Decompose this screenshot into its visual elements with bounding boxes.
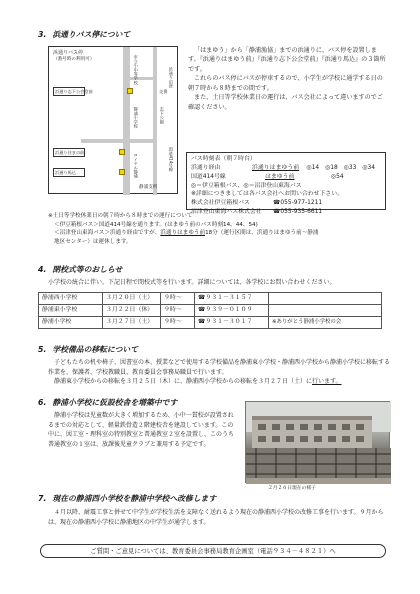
timetable-time: ◎18 (325, 164, 338, 171)
map-label-route414: 国道414号線 (168, 147, 174, 172)
sec7-heading (38, 494, 216, 505)
table-row (39, 317, 382, 329)
stop-marker-3 (119, 169, 125, 175)
table-cell-note (269, 305, 382, 317)
sec6-title: 静浦小学校に仮設校舎を増築中です (52, 398, 178, 407)
sec6-paragraph-1: 静浦小学校は児童数が大きく増加するため、小中一貫校が設置されるまでの対応として、軽量鉄骨造２階建校舎を建設しています。この中に、図工室・理科室の特別教室と普通教室２室を設置し、このうち普通教室の１室は、放課後児童クラブと兼用する予定です。 (48, 412, 235, 449)
map-label-park: 志下公園 (159, 107, 165, 124)
construction-photo-illustration (246, 402, 391, 484)
table-cell-note: ※ありがとう静浦小学校の会 (269, 317, 382, 329)
timetable-row (191, 173, 381, 182)
stop-marker-1 (127, 88, 133, 94)
timetable-time: ◎54 (331, 173, 344, 180)
map-label-royal: ロイヤル静浦 (133, 153, 139, 179)
table-cell-school: 静浦西小学校 (39, 293, 103, 305)
map-subtitle: （番号時の利用可） (53, 57, 95, 62)
notes-line-4: 地区センター）は運休します。 (54, 238, 132, 245)
timetable-note: ※詳細につきましては各バス会社へお問い合わせ下さい。 (191, 191, 344, 198)
sec3-number: 3. (38, 30, 47, 39)
map-stop-3: 浜通り馬込 (53, 168, 85, 177)
map-label-koban: 交番 (159, 89, 168, 94)
sec3-heading (38, 30, 130, 41)
timetable-time: ◎14 (306, 164, 320, 171)
map-road-national (153, 47, 157, 195)
sec5-body (48, 358, 393, 387)
sec5-title: 学校備品の移転について (52, 345, 138, 354)
table-cell-date: ３月２２日（休） (103, 305, 161, 317)
map-road-link (127, 77, 157, 80)
sec6-number: 6. (38, 398, 47, 407)
sec5-paragraph-2 (48, 377, 393, 387)
map-stop-2: 浜通り住まの前 (55, 150, 85, 155)
map-label-shizuura-es: 静浦小学校 (133, 107, 139, 128)
photo-caption: ２月２６日現在の様子 (268, 486, 316, 491)
sec3-paragraph-1: 「はまゆう」から「静浦漁協」までの浜通りに、バス停を設置します。『浜通りはまゆう前』『浜通り志下公会堂前』『浜通り馬込』の３箇所です。 (188, 47, 386, 73)
table-cell-school: 静浦小学校 (39, 317, 103, 329)
sec3-paragraph-3: また、土日等学校休業日の運行は、バス会社によって違いますのでご確認ください。 (188, 94, 383, 111)
table-cell-school: 静浦東小学校 (39, 305, 103, 317)
timetable-stop: 国道414号線 (191, 173, 226, 180)
timetable-route: はまゆう前 (265, 173, 295, 180)
map-road-branch (81, 139, 157, 143)
bus-timetable (186, 152, 386, 216)
notes-line-3-pre: ＜沼津登山東海バス＞浜通り経由ですが、 (54, 230, 161, 237)
sec7-body (48, 508, 393, 527)
sec5-heading (38, 345, 138, 356)
table-cell-tel: ☎９３９－０１０９ (195, 305, 269, 317)
stop-marker-2 (119, 149, 125, 155)
sec4-intro: 小学校の統合に伴い、下記日程で閉校式等を行います。詳細については、各学校にお問い合わせください。 (48, 279, 336, 286)
table-cell-time: ９時～ (161, 317, 195, 329)
table-cell-date: ３月２７日（土） (103, 317, 161, 329)
bus-company-tel: ☎055-977-1211 (273, 200, 323, 207)
inquiry-contact-bar: ご質問・ご意見については、教育委員会事務局教育企画室（電話９３４－４８２１）へ (40, 544, 386, 558)
map-title: 浜通りバス停 (53, 50, 84, 56)
timetable-row (191, 164, 381, 173)
bus-company-name: 株式会社伊豆箱根バス (191, 200, 250, 207)
sec5-number: 5. (38, 345, 47, 354)
table-cell-date: ３月２０日（土） (103, 293, 161, 305)
bus-stop-map (48, 46, 178, 194)
sec3-title: 浜通りバス停について (52, 30, 131, 39)
table-row (39, 293, 382, 305)
sec4-title: 閉校式等のおしらせ (52, 265, 123, 274)
bus-company-contact (191, 199, 381, 208)
closing-ceremony-table (38, 292, 382, 329)
notes-line-3-post: 18分（運行区間は、浜通りはまゆう前～静浦 (205, 230, 319, 237)
table-cell-time: ９時～ (161, 293, 195, 305)
sec7-paragraph-1: ４月以降、耐震工事と併せて中学生が学校生活を支障なく送れるよう現在の静浦西小学校の改修工事を行います。９月からは、現在の静浦西小学校に静浦地区の中学生が通学します。 (48, 509, 384, 526)
table-cell-time: ９時～ (161, 305, 195, 317)
sec5-paragraph-1: 子どもたちの机や椅子、図書室の本、授業などで使用する学校備品を静浦東小学校・静浦西小学校から静浦小学校に移転する作業を、保護者、学校教職員、教育委員会事務局職員で行います。 (48, 359, 391, 376)
notes-line-2: ＜伊豆箱根バス＞国道414号線を通ります。(はまゆう前のバス時刻14、44、54) (54, 221, 258, 228)
timetable-time: ◎34 (362, 164, 375, 171)
bus-company-tel: ☎055-935-6611 (273, 209, 323, 216)
bus-company-name: 沼津登山東海バス株式会社 (191, 209, 262, 216)
sec3-description (188, 46, 388, 112)
table-cell-tel: ☎９３１－３１５７ (195, 293, 269, 305)
timetable-route: 浜通りはまゆう前 (252, 164, 300, 171)
sec7-number: 7. (38, 494, 47, 503)
sec6-heading (38, 398, 177, 409)
map-label-numazu: 浜通り沼津 (168, 67, 174, 88)
timetable-time: ◎33 (343, 164, 357, 171)
timetable-stop: 浜通り経由 (191, 164, 221, 171)
sec5-p2-text: 静浦東小学校からの移転を３月２５日（木）に、静浦西小学校からの移転を３月２７日（土）に (54, 378, 313, 386)
timetable-legend: ◎＝伊豆箱根バス、◎＝沼津登山東海バス (191, 182, 302, 189)
table-row (39, 305, 382, 317)
map-label-branch-office: 静浦支所 (139, 185, 158, 190)
sec6-body (48, 411, 238, 450)
timetable-title: バス時刻表（朝７時台） (191, 156, 256, 162)
map-stop-1: 浜通り志下公会堂前 (55, 89, 93, 94)
sec4-heading (38, 265, 122, 276)
notes-line-3-underlined: 浜通りはまゆう前 (160, 230, 206, 237)
table-cell-tel: ☎９３１－３０１７ (195, 317, 269, 329)
construction-photo (245, 401, 390, 483)
map-label-school: 市立小中等学校 (133, 55, 139, 85)
notes-line-3 (48, 229, 398, 238)
sec4-number: 4. (38, 265, 47, 274)
sec3-paragraph-2: これらのバス停にバスが停車するので、小学生が学校に通学する日の朝７時から８時までの間です。 (188, 75, 383, 92)
sec7-title: 現在の静浦西小学校を静浦中学校へ改修します (52, 494, 217, 503)
notes-line-1: ※土日等学校休業日の朝７時から８時までの運行について (48, 213, 193, 219)
table-cell-note (269, 293, 382, 305)
sec5-p2-underlined: 行います。 (312, 378, 342, 386)
holiday-notes (48, 212, 398, 247)
